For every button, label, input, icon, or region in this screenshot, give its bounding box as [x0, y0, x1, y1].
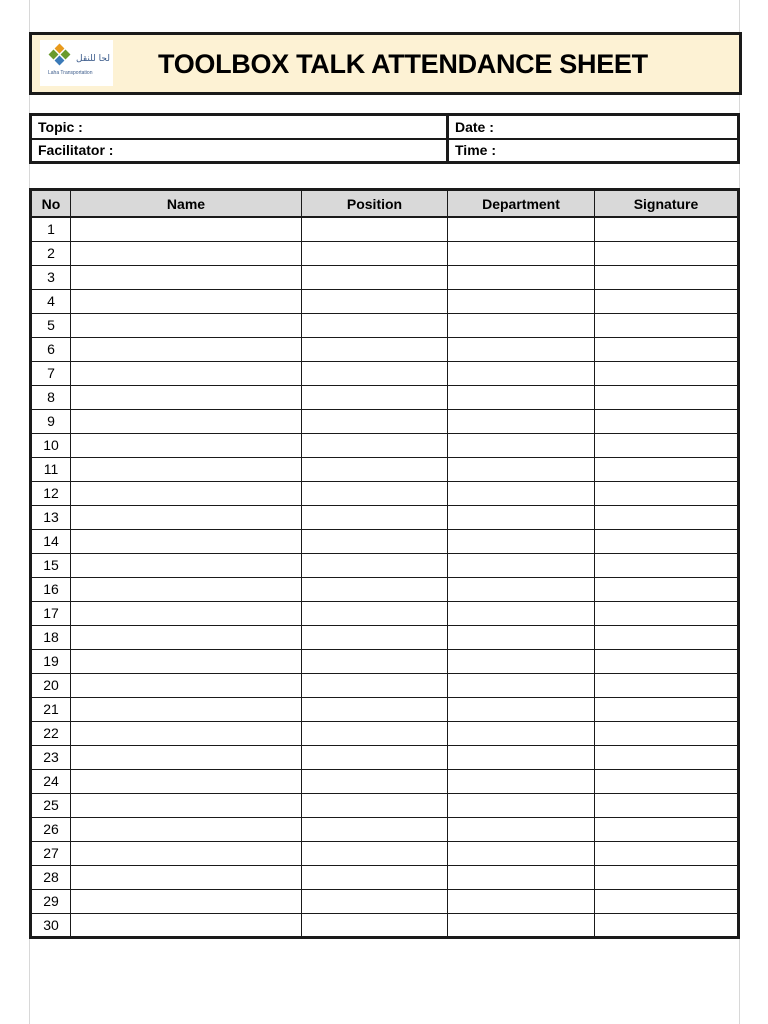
signature-cell[interactable] — [595, 481, 739, 505]
row-number-cell: 2 — [31, 241, 71, 265]
row-number-cell: 13 — [31, 505, 71, 529]
name-cell[interactable] — [71, 721, 302, 745]
position-cell[interactable] — [302, 241, 448, 265]
department-cell[interactable] — [448, 457, 595, 481]
table-row — [31, 913, 739, 937]
department-cell[interactable] — [448, 265, 595, 289]
signature-cell[interactable] — [595, 289, 739, 313]
department-cell[interactable] — [448, 529, 595, 553]
department-cell[interactable] — [448, 673, 595, 697]
row-number-cell: 6 — [31, 337, 71, 361]
info-table — [29, 113, 740, 164]
department-cell[interactable] — [448, 913, 595, 937]
position-cell[interactable] — [302, 409, 448, 433]
signature-cell[interactable] — [595, 697, 739, 721]
department-cell[interactable] — [448, 433, 595, 457]
table-row — [31, 529, 739, 553]
header-box — [29, 32, 742, 95]
name-cell[interactable] — [71, 433, 302, 457]
row-number-cell: 14 — [31, 529, 71, 553]
table-row — [31, 313, 739, 337]
position-cell[interactable] — [302, 457, 448, 481]
row-number-cell: 1 — [31, 217, 71, 241]
department-cell[interactable] — [448, 697, 595, 721]
signature-cell[interactable] — [595, 913, 739, 937]
department-cell[interactable] — [448, 241, 595, 265]
table-row — [31, 361, 739, 385]
table-row — [31, 865, 739, 889]
department-cell[interactable] — [448, 601, 595, 625]
name-cell[interactable] — [71, 481, 302, 505]
signature-cell[interactable] — [595, 313, 739, 337]
signature-cell[interactable] — [595, 217, 739, 241]
row-number-cell: 16 — [31, 577, 71, 601]
row-number-cell: 8 — [31, 385, 71, 409]
table-row — [31, 841, 739, 865]
table-row — [31, 673, 739, 697]
row-number-cell: 11 — [31, 457, 71, 481]
row-number-cell: 22 — [31, 721, 71, 745]
row-number-cell: 10 — [31, 433, 71, 457]
table-row — [31, 505, 739, 529]
name-cell[interactable] — [71, 841, 302, 865]
department-cell[interactable] — [448, 865, 595, 889]
topic-field[interactable]: Topic : — [31, 115, 448, 139]
facilitator-field[interactable]: Facilitator : — [31, 139, 448, 163]
department-cell[interactable] — [448, 505, 595, 529]
department-cell[interactable] — [448, 745, 595, 769]
name-cell[interactable] — [71, 361, 302, 385]
column-header-position: Position — [302, 190, 448, 218]
signature-cell[interactable] — [595, 673, 739, 697]
name-cell[interactable] — [71, 745, 302, 769]
position-cell[interactable] — [302, 505, 448, 529]
name-cell[interactable] — [71, 601, 302, 625]
name-cell[interactable] — [71, 457, 302, 481]
row-number-cell: 23 — [31, 745, 71, 769]
position-cell[interactable] — [302, 265, 448, 289]
department-cell[interactable] — [448, 289, 595, 313]
row-number-cell: 25 — [31, 793, 71, 817]
position-cell[interactable] — [302, 913, 448, 937]
department-cell[interactable] — [448, 481, 595, 505]
name-cell[interactable] — [71, 913, 302, 937]
table-row — [31, 601, 739, 625]
table-row — [31, 769, 739, 793]
date-field[interactable]: Date : — [448, 115, 739, 139]
row-number-cell: 3 — [31, 265, 71, 289]
signature-cell[interactable] — [595, 889, 739, 913]
name-cell[interactable] — [71, 313, 302, 337]
row-number-cell: 21 — [31, 697, 71, 721]
row-number-cell: 9 — [31, 409, 71, 433]
row-number-cell: 27 — [31, 841, 71, 865]
signature-cell[interactable] — [595, 505, 739, 529]
column-header-name: Name — [71, 190, 302, 218]
signature-cell[interactable] — [595, 841, 739, 865]
column-header-no: No — [31, 190, 71, 218]
table-row — [31, 553, 739, 577]
company-logo — [40, 40, 113, 86]
column-header-signature: Signature — [595, 190, 739, 218]
row-number-cell: 30 — [31, 913, 71, 937]
signature-cell[interactable] — [595, 457, 739, 481]
signature-cell[interactable] — [595, 601, 739, 625]
name-cell[interactable] — [71, 241, 302, 265]
signature-cell[interactable] — [595, 577, 739, 601]
signature-cell[interactable] — [595, 769, 739, 793]
signature-cell[interactable] — [595, 865, 739, 889]
department-cell[interactable] — [448, 217, 595, 241]
department-cell[interactable] — [448, 361, 595, 385]
signature-cell[interactable] — [595, 385, 739, 409]
page-title: TOOLBOX TALK ATTENDANCE SHEET — [158, 49, 648, 79]
table-row — [31, 241, 739, 265]
department-cell[interactable] — [448, 793, 595, 817]
logo-caption: Laha Transportation — [48, 70, 93, 76]
signature-cell[interactable] — [595, 745, 739, 769]
signature-cell[interactable] — [595, 409, 739, 433]
attendance-header-row — [31, 190, 739, 218]
table-row — [31, 697, 739, 721]
table-row — [31, 577, 739, 601]
row-number-cell: 5 — [31, 313, 71, 337]
position-cell[interactable] — [302, 889, 448, 913]
table-row — [31, 337, 739, 361]
position-cell[interactable] — [302, 625, 448, 649]
name-cell[interactable] — [71, 337, 302, 361]
table-row — [31, 457, 739, 481]
name-cell[interactable] — [71, 769, 302, 793]
department-cell[interactable] — [448, 721, 595, 745]
column-header-department: Department — [448, 190, 595, 218]
table-row — [31, 409, 739, 433]
department-cell[interactable] — [448, 385, 595, 409]
signature-cell[interactable] — [595, 625, 739, 649]
info-row-topic — [31, 115, 739, 139]
table-row — [31, 433, 739, 457]
position-cell[interactable] — [302, 313, 448, 337]
row-number-cell: 7 — [31, 361, 71, 385]
row-number-cell: 18 — [31, 625, 71, 649]
position-cell[interactable] — [302, 217, 448, 241]
department-cell[interactable] — [448, 553, 595, 577]
row-number-cell: 12 — [31, 481, 71, 505]
name-cell[interactable] — [71, 673, 302, 697]
position-cell[interactable] — [302, 433, 448, 457]
position-cell[interactable] — [302, 481, 448, 505]
department-cell[interactable] — [448, 649, 595, 673]
table-row — [31, 265, 739, 289]
signature-cell[interactable] — [595, 793, 739, 817]
name-cell[interactable] — [71, 385, 302, 409]
name-cell[interactable] — [71, 529, 302, 553]
table-row — [31, 889, 739, 913]
info-row-facilitator — [31, 139, 739, 163]
position-cell[interactable] — [302, 649, 448, 673]
position-cell[interactable] — [302, 793, 448, 817]
position-cell[interactable] — [302, 385, 448, 409]
name-cell[interactable] — [71, 577, 302, 601]
name-cell[interactable] — [71, 505, 302, 529]
row-number-cell: 29 — [31, 889, 71, 913]
signature-cell[interactable] — [595, 433, 739, 457]
attendance-table — [29, 188, 740, 939]
name-cell[interactable] — [71, 889, 302, 913]
signature-cell[interactable] — [595, 337, 739, 361]
name-cell[interactable] — [71, 697, 302, 721]
name-cell[interactable] — [71, 649, 302, 673]
name-cell[interactable] — [71, 217, 302, 241]
department-cell[interactable] — [448, 337, 595, 361]
signature-cell[interactable] — [595, 529, 739, 553]
signature-cell[interactable] — [595, 241, 739, 265]
table-row — [31, 217, 739, 241]
table-row — [31, 481, 739, 505]
position-cell[interactable] — [302, 841, 448, 865]
position-cell[interactable] — [302, 673, 448, 697]
signature-cell[interactable] — [595, 265, 739, 289]
position-cell[interactable] — [302, 361, 448, 385]
name-cell[interactable] — [71, 793, 302, 817]
row-number-cell: 20 — [31, 673, 71, 697]
row-number-cell: 4 — [31, 289, 71, 313]
table-row — [31, 745, 739, 769]
signature-cell[interactable] — [595, 817, 739, 841]
department-cell[interactable] — [448, 625, 595, 649]
table-row — [31, 385, 739, 409]
department-cell[interactable] — [448, 409, 595, 433]
position-cell[interactable] — [302, 289, 448, 313]
attendance-body — [31, 217, 739, 937]
table-row — [31, 649, 739, 673]
position-cell[interactable] — [302, 817, 448, 841]
table-row — [31, 793, 739, 817]
position-cell[interactable] — [302, 745, 448, 769]
department-cell[interactable] — [448, 841, 595, 865]
row-number-cell: 26 — [31, 817, 71, 841]
name-cell[interactable] — [71, 625, 302, 649]
position-cell[interactable] — [302, 577, 448, 601]
name-cell[interactable] — [71, 289, 302, 313]
position-cell[interactable] — [302, 721, 448, 745]
position-cell[interactable] — [302, 601, 448, 625]
name-cell[interactable] — [71, 553, 302, 577]
row-number-cell: 19 — [31, 649, 71, 673]
position-cell[interactable] — [302, 769, 448, 793]
position-cell[interactable] — [302, 553, 448, 577]
name-cell[interactable] — [71, 265, 302, 289]
department-cell[interactable] — [448, 769, 595, 793]
department-cell[interactable] — [448, 889, 595, 913]
signature-cell[interactable] — [595, 649, 739, 673]
row-number-cell: 28 — [31, 865, 71, 889]
table-row — [31, 625, 739, 649]
row-number-cell: 17 — [31, 601, 71, 625]
time-field[interactable]: Time : — [448, 139, 739, 163]
position-cell[interactable] — [302, 529, 448, 553]
table-row — [31, 817, 739, 841]
table-row — [31, 289, 739, 313]
signature-cell[interactable] — [595, 721, 739, 745]
department-cell[interactable] — [448, 817, 595, 841]
row-number-cell: 24 — [31, 769, 71, 793]
name-cell[interactable] — [71, 817, 302, 841]
department-cell[interactable] — [448, 577, 595, 601]
logo-arabic-text: لحا للنقل — [76, 54, 110, 64]
name-cell[interactable] — [71, 409, 302, 433]
table-row — [31, 721, 739, 745]
position-cell[interactable] — [302, 865, 448, 889]
name-cell[interactable] — [71, 865, 302, 889]
position-cell[interactable] — [302, 337, 448, 361]
signature-cell[interactable] — [595, 553, 739, 577]
position-cell[interactable] — [302, 697, 448, 721]
signature-cell[interactable] — [595, 361, 739, 385]
department-cell[interactable] — [448, 313, 595, 337]
row-number-cell: 15 — [31, 553, 71, 577]
